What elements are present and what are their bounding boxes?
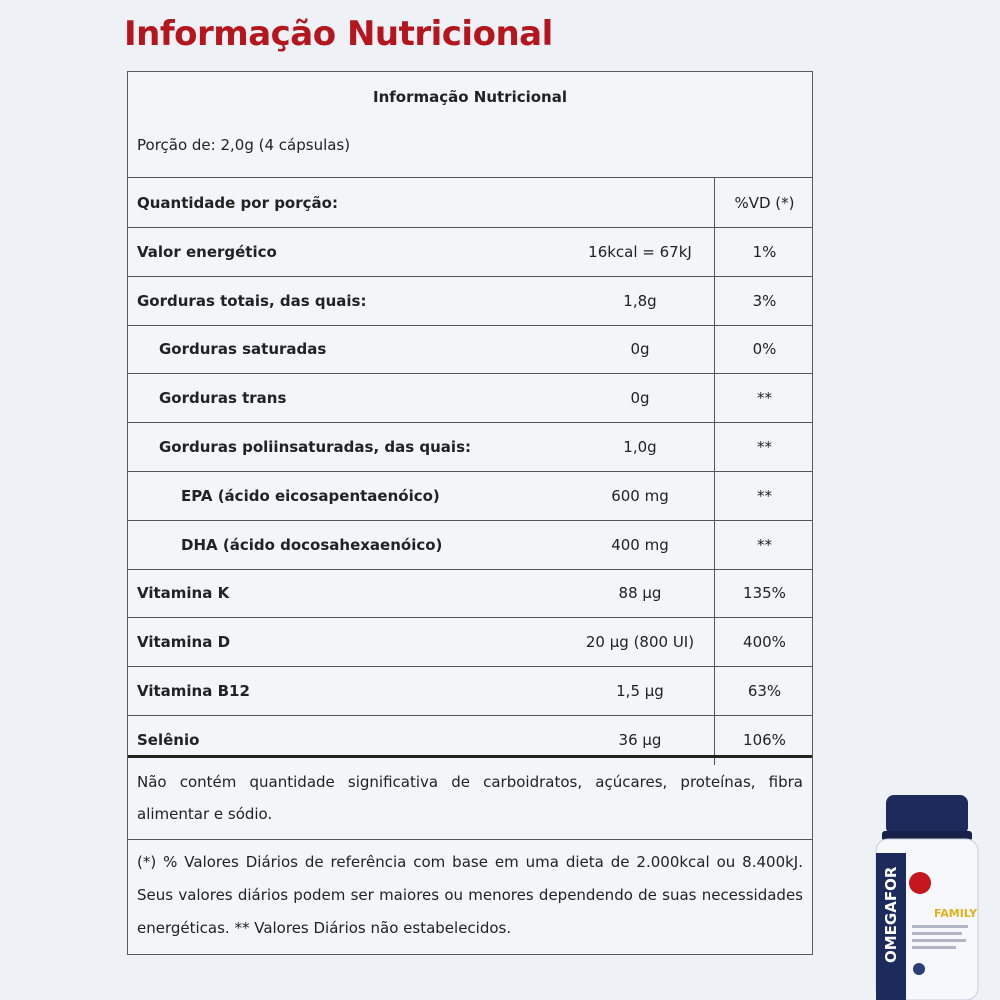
nutrient-vd: 0% bbox=[714, 326, 814, 374]
nutrient-amount: 400 mg bbox=[611, 535, 669, 554]
nutrient-name: DHA (ácido docosahexaenóico) bbox=[181, 535, 443, 554]
nutrient-amount: 36 µg bbox=[618, 731, 662, 750]
note-no-significant: Não contém quantidade significativa de carboidratos, açúcares, proteínas, fibra alimentar e sódio. bbox=[128, 758, 812, 840]
nutrient-name: Vitamina B12 bbox=[137, 682, 250, 701]
note-daily-values: (*) % Valores Diários de referência com base em uma dieta de 2.000kcal ou 8.400kJ. Seus valores diários podem ser maiores ou menores dependendo de suas necessidades energéticas. ** Valores Diários não estabelecidos. bbox=[137, 853, 803, 937]
table-row bbox=[128, 618, 812, 667]
nutrient-name: Gorduras trans bbox=[159, 389, 287, 408]
header-vd: %VD (*) bbox=[714, 178, 814, 227]
table-row bbox=[128, 374, 812, 423]
table-row bbox=[128, 570, 812, 619]
brand-logo-icon bbox=[909, 872, 931, 894]
table-row bbox=[128, 228, 812, 277]
nutrient-amount: 0g bbox=[630, 340, 650, 359]
nutrient-name: Gorduras poliinsaturadas, das quais: bbox=[159, 438, 471, 457]
nutrient-vd: 1% bbox=[714, 228, 814, 276]
nutrient-vd: ** bbox=[714, 423, 814, 471]
table-heading: Informação Nutricional bbox=[372, 88, 567, 106]
nutrient-vd: 106% bbox=[714, 716, 814, 765]
table-header-row bbox=[128, 178, 812, 228]
table-row bbox=[128, 667, 812, 716]
nutrient-name: Selênio bbox=[137, 731, 200, 750]
bottle-cap bbox=[886, 795, 968, 835]
header-label: Quantidade por porção: bbox=[137, 193, 338, 212]
bottle-variant-text: FAMILY bbox=[934, 907, 978, 920]
portion-text: Porção de: 2,0g (4 cápsulas) bbox=[128, 122, 812, 178]
table-row bbox=[128, 423, 812, 472]
nutrient-amount: 1,8g bbox=[623, 291, 657, 310]
table-row bbox=[128, 277, 812, 326]
nutrient-amount: 88 µg bbox=[618, 584, 662, 603]
nutrient-amount: 16kcal = 67kJ bbox=[588, 242, 692, 261]
nutrient-vd: 135% bbox=[714, 570, 814, 618]
nutrient-name: Gorduras saturadas bbox=[159, 340, 327, 359]
table-row bbox=[128, 326, 812, 375]
nutrient-vd: ** bbox=[714, 472, 814, 520]
nutrient-amount: 20 µg (800 UI) bbox=[585, 633, 695, 652]
nutrient-amount: 0g bbox=[630, 389, 650, 408]
nutrient-name: Vitamina K bbox=[137, 584, 230, 603]
nutrient-vd: 63% bbox=[714, 667, 814, 715]
nutrient-vd: 3% bbox=[714, 277, 814, 325]
nutrient-name: EPA (ácido eicosapentaenóico) bbox=[181, 486, 440, 505]
nutrient-vd: ** bbox=[714, 374, 814, 422]
table-row bbox=[128, 472, 812, 521]
nutrient-vd: ** bbox=[714, 521, 814, 569]
nutrient-name: Valor energético bbox=[137, 242, 277, 261]
nutrient-name: Vitamina D bbox=[137, 633, 231, 652]
bottle-brand-text: OMEGAFOR bbox=[882, 866, 900, 963]
nutrition-table bbox=[127, 71, 813, 955]
product-bottle-image bbox=[872, 793, 982, 1000]
nutrient-amount: 600 mg bbox=[611, 486, 669, 505]
nutrient-amount: 1,5 µg bbox=[616, 682, 664, 701]
nutrient-vd: 400% bbox=[714, 618, 814, 666]
page-title: Informação Nutricional bbox=[124, 14, 553, 54]
nutrient-name: Gorduras totais, das quais: bbox=[137, 291, 367, 310]
table-row bbox=[128, 521, 812, 570]
nutrient-amount: 1,0g bbox=[623, 438, 657, 457]
